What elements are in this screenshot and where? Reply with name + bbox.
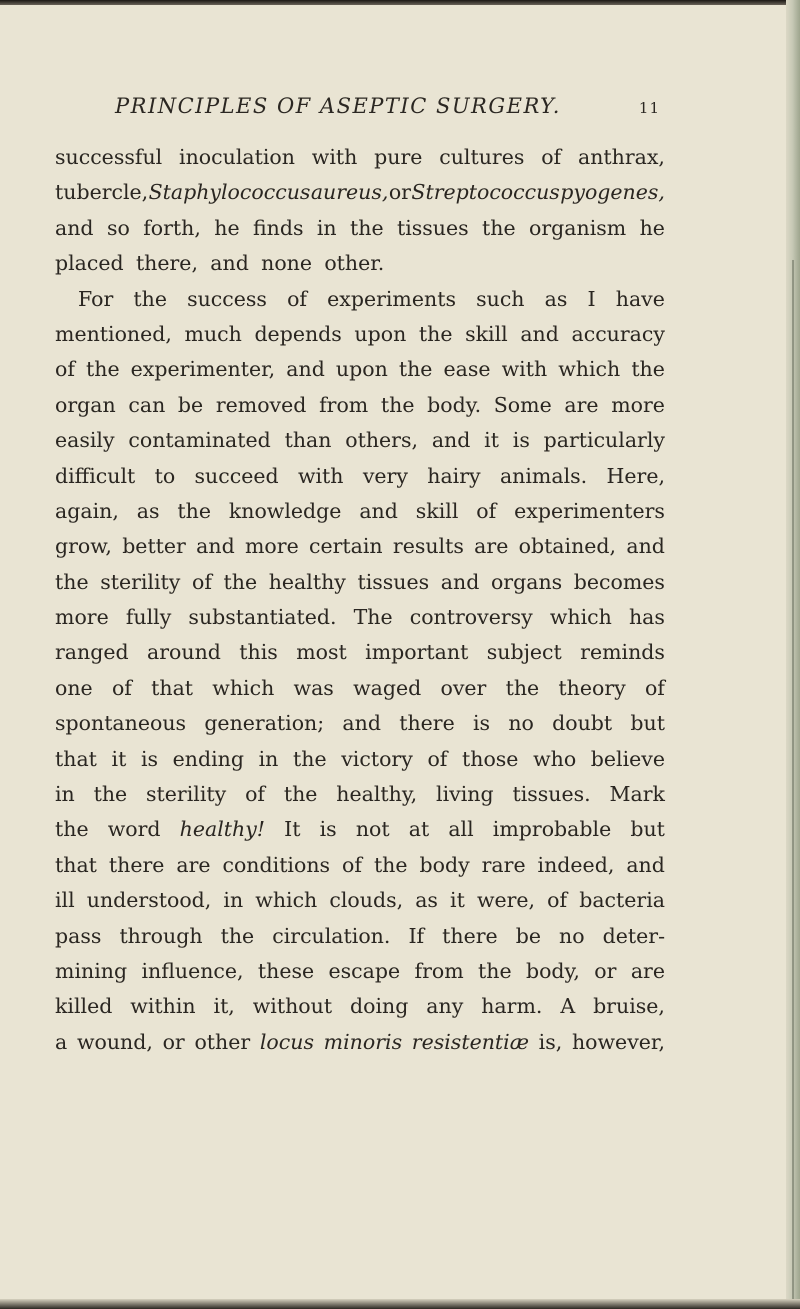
word: Here, [606,463,665,488]
word: upon [354,321,407,346]
text-line [55,175,665,210]
word: of [547,888,568,913]
running-head [115,94,660,118]
text-line [55,317,665,352]
word: tissues [357,569,430,594]
word: and [431,428,471,453]
word: the [293,746,327,771]
word: that [55,852,97,877]
word: knowledge [228,498,342,523]
word: is, [538,1029,563,1054]
page-bottom-edge [0,1299,800,1309]
word: succeed [194,463,279,488]
text-line [55,883,665,918]
word: those [462,746,519,771]
word: the [478,958,512,983]
word: more [611,392,665,417]
word: ease [443,357,491,382]
word: organism [529,215,627,240]
word: of [644,675,665,700]
word: killed [55,994,113,1019]
word: but [630,711,665,736]
word: as [544,286,568,311]
word: and [342,711,381,736]
word: It [284,817,301,842]
word: which [212,675,275,700]
word: tissues [396,215,469,240]
word: bacteria [579,888,665,913]
word: there [108,852,165,877]
word: the [505,675,540,700]
word: other. [324,251,385,276]
word: Mark [609,782,665,807]
word: much [184,321,242,346]
running-title: PRINCIPLES OF ASEPTIC SURGERY. [115,94,561,118]
word: more [55,605,109,630]
word: harm. [481,994,543,1019]
word: in [258,746,279,771]
word: others, [345,428,419,453]
word: conditions [222,852,331,877]
word: as [136,498,160,523]
word: with [501,357,548,382]
word: pyogenes, [560,180,665,205]
word: has [628,605,665,630]
word: again, [55,498,119,523]
word: body. [427,392,482,417]
word: who [533,746,577,771]
word: ending [172,746,244,771]
word: spontaneous [55,711,187,736]
word: of [541,145,562,169]
word: that [55,746,97,771]
word: body [419,852,470,877]
word: of [111,675,132,700]
word: The [353,605,393,630]
word: is [512,428,530,453]
word: at [408,817,430,842]
word: accuracy [571,321,665,346]
word: certain [308,534,383,559]
word: or [162,1029,185,1054]
word: one [55,675,93,700]
word: waged [353,675,422,700]
word: bruise, [593,994,665,1019]
text-line [55,423,665,458]
text-line [55,954,665,989]
word: however, [571,1029,665,1054]
word: with [311,145,358,169]
word: word [107,817,161,842]
word: so [106,215,130,240]
word: it, [213,994,235,1019]
word: the [373,852,408,877]
word: in [316,215,337,240]
word: around [147,640,221,665]
word: reminds [580,640,665,665]
word: are [630,958,665,983]
word: than [284,428,332,453]
word: skill [465,321,508,346]
word: experimenter, [130,357,276,382]
word: results [392,534,464,559]
word: cultures [439,145,525,169]
word: theory [558,675,626,700]
word: and [196,534,235,559]
word: pass [55,923,102,948]
word: important [365,640,469,665]
word: tissues. [512,782,591,807]
text-line [55,211,665,246]
text-line [55,635,665,670]
word: locus [259,1029,314,1054]
word: resistentiæ [411,1029,529,1054]
word: ranged [55,640,129,665]
word: difficult [55,463,136,488]
word: aureus, [310,180,389,205]
word: controversy [409,605,533,630]
word: no [559,923,585,948]
page-top-border [0,0,800,5]
word: through [119,923,203,948]
word: organ [55,392,116,417]
text-line [55,140,665,175]
text-line [55,352,665,387]
word: healthy! [179,817,266,842]
word: have [615,286,665,311]
text-line [55,706,665,741]
word: subject [486,640,562,665]
word: doing [350,994,409,1019]
word: escape [328,958,401,983]
word: sterility [100,569,181,594]
word: mentioned, [55,321,172,346]
word: was [293,675,334,700]
word: sterility [146,782,227,807]
word: in [55,782,75,807]
word: or [594,958,617,983]
word: hairy [427,463,481,488]
word: success [187,286,267,311]
text-line [55,919,665,954]
word: placed [55,251,124,276]
word: a [55,1029,68,1054]
word: very [362,463,408,488]
word: generation; [204,711,325,736]
word: no [508,711,534,736]
word: the [55,817,89,842]
word: of [55,357,75,382]
word: circulation. [272,923,391,948]
word: most [296,640,347,665]
word: tubercle, [55,180,149,205]
word: believe [590,746,665,771]
word: living [436,782,494,807]
word: healthy [268,569,346,594]
word: it [450,888,465,913]
word: the [482,215,516,240]
word: the [223,569,258,594]
text-line [55,529,665,564]
word: is [473,711,491,736]
word: organs [490,569,563,594]
word: there [399,711,455,736]
word: from [319,392,369,417]
word: removed [215,392,307,417]
word: of [287,286,307,311]
word: the [220,923,255,948]
word: skill [415,498,459,523]
word: healthy, [336,782,418,807]
word: animals. [499,463,588,488]
word: doubt [552,711,613,736]
word: easily [55,428,115,453]
word: the [177,498,211,523]
word: successful [55,145,163,169]
word: I [587,286,596,311]
word: becomes [573,569,665,594]
word: victory [341,746,413,771]
word: more [244,534,299,559]
word: that [151,675,194,700]
word: other [194,1029,251,1054]
word: anthrax, [577,145,665,169]
word: with [297,463,344,488]
word: influence, [141,958,244,983]
word: but [630,817,665,842]
word: it [484,428,499,453]
word: deter- [602,923,665,948]
word: he [214,215,240,240]
word: as [415,888,438,913]
word: improbable [492,817,612,842]
word: pure [374,145,423,169]
word: which [255,888,318,913]
word: of [245,782,265,807]
page-right-edge-shadow [792,260,794,1300]
word: obtained, [518,534,617,559]
word: clouds, [329,888,404,913]
word: be [515,923,541,948]
word: be [177,392,204,417]
body-text [55,140,665,1060]
word: he [639,215,665,240]
word: ill [55,888,75,913]
text-line [55,777,665,812]
word: and [440,569,480,594]
text-line [55,848,665,883]
word: the [283,782,318,807]
word: any [426,994,464,1019]
word: and [210,251,249,276]
word: experimenters [514,498,665,523]
word: substantiated. [188,605,337,630]
word: and [520,321,559,346]
word: it [111,746,127,771]
word: finds [252,215,304,240]
word: from [414,958,464,983]
word: and [626,852,665,877]
word: there, [135,251,198,276]
word: understood, [86,888,212,913]
text-line [55,600,665,635]
word: minoris [323,1029,403,1054]
word: Some [493,392,552,417]
word: particularly [543,428,665,453]
text-line [55,742,665,777]
word: of [427,746,448,771]
page-number: 11 [638,99,660,117]
word: are [474,534,509,559]
word: wound, [76,1029,153,1054]
word: such [476,286,525,311]
word: is [140,746,159,771]
word: the [86,357,120,382]
word: in [223,888,244,913]
word: experiments [327,286,456,311]
word: Streptococcus [411,180,560,205]
text-line [55,671,665,706]
word: all [448,817,474,842]
word: are [176,852,211,877]
word: is [319,817,337,842]
word: A [560,994,576,1019]
word: For [78,286,114,311]
word: contaminated [128,428,271,453]
word: indeed, [537,852,615,877]
word: can [128,392,166,417]
word: these [257,958,315,983]
word: rare [481,852,526,877]
word: this [239,640,278,665]
word: which [549,605,612,630]
text-line [55,388,665,423]
word: If [408,923,425,948]
word: the [55,569,89,594]
text-line [55,459,665,494]
word: are [564,392,599,417]
word: and [626,534,665,559]
word: of [342,852,362,877]
word: inoculation [179,145,295,169]
word: the [398,357,433,382]
word: better [122,534,186,559]
text-line [55,282,665,317]
word: depends [254,321,342,346]
word: the [133,286,167,311]
word: of [476,498,497,523]
text-line [55,494,665,529]
word: the [418,321,453,346]
text-line [55,1025,665,1060]
word: Staphylococcus [148,180,311,205]
word: forth, [143,215,201,240]
word: over [440,675,487,700]
word: and [359,498,398,523]
word: were, [476,888,536,913]
text-line [55,246,665,281]
word: or [388,180,411,205]
word: mining [55,958,128,983]
word: grow, [55,534,112,559]
word: without [252,994,333,1019]
word: not [355,817,390,842]
word: none [261,251,313,276]
word: the [631,357,665,382]
word: of [191,569,212,594]
word: fully [125,605,172,630]
word: body, [525,958,580,983]
word: the [350,215,384,240]
word: within [130,994,196,1019]
word: and [286,357,325,382]
word: which [558,357,621,382]
text-line [55,812,665,847]
word: and [55,215,94,240]
word: the [380,392,415,417]
text-line [55,565,665,600]
word: there [442,923,498,948]
text-line [55,989,665,1024]
word: the [93,782,128,807]
word: to [154,463,176,488]
word: upon [335,357,388,382]
